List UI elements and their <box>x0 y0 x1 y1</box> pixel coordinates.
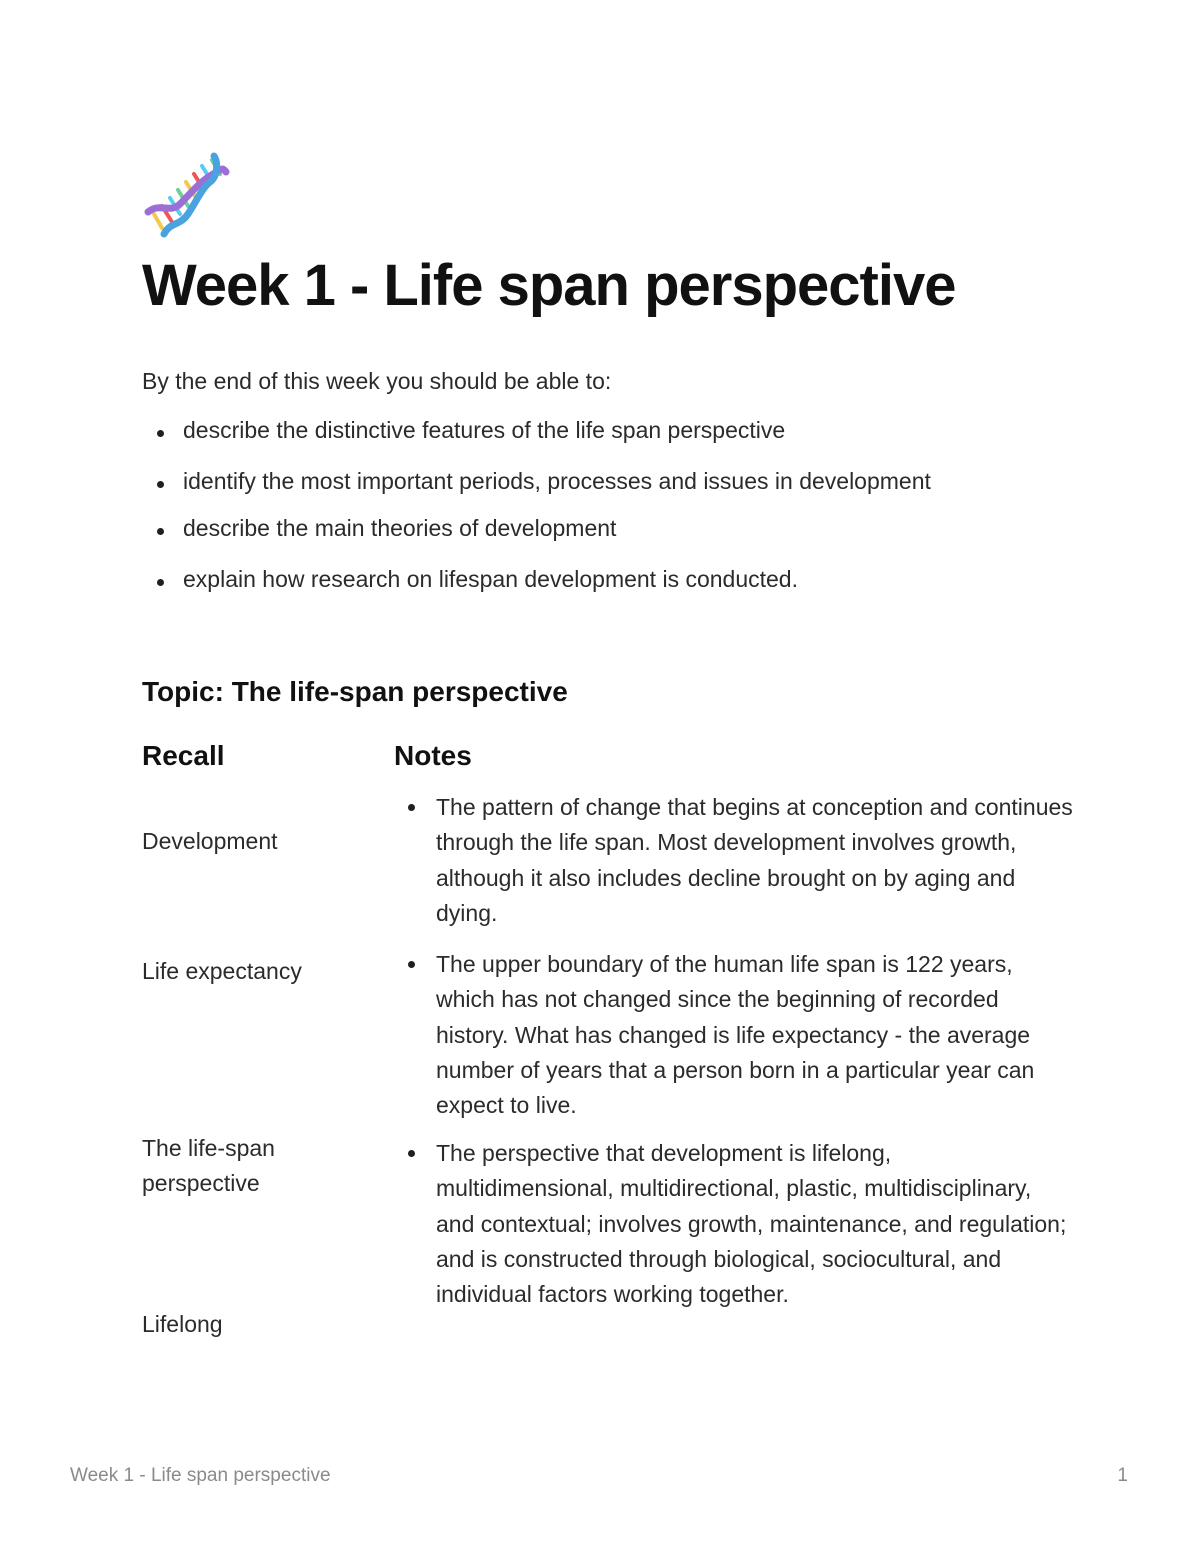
bullet-icon <box>408 961 415 968</box>
recall-term: Life expectancy <box>142 958 302 984</box>
bullet-icon <box>408 1150 415 1157</box>
note-item <box>394 947 1074 1123</box>
bullet-icon <box>157 481 164 488</box>
recall-term: Lifelong <box>142 1311 223 1337</box>
dna-icon <box>140 152 230 238</box>
recall-term: Development <box>142 828 278 854</box>
bullet-icon <box>157 579 164 586</box>
recall-term: The life-span perspective <box>142 1135 275 1196</box>
note-text: The upper boundary of the human life span is 122 years, which has not changed since the beginning of recorded history. What has changed is life expectancy - the average number of years that a person born in a particular year can expect to live. <box>436 951 1035 1119</box>
page-number: 1 <box>1117 1465 1128 1486</box>
notes-column-heading: Notes <box>394 740 472 771</box>
note-text: The perspective that development is lifelong, multidimensional, multidirectional, plastic, multidisciplinary, and contextual; involves growth, maintenance, and regulation; and is constructed through biological, sociocultural, and individual factors working together. <box>436 1140 1067 1308</box>
topic-heading: Topic: The life-span perspective <box>142 676 568 707</box>
note-item <box>394 1136 1074 1312</box>
intro-text: By the end of this week you should be able to: <box>142 368 612 394</box>
footer-title: Week 1 - Life span perspective <box>70 1465 331 1486</box>
page-title: Week 1 - Life span perspective <box>142 253 956 318</box>
note-text: The pattern of change that begins at conception and continues through the life span. Most development involves growth, although it also includes decline brought on by aging and dying. <box>436 794 1073 926</box>
bullet-icon <box>408 804 415 811</box>
bullet-icon <box>157 430 164 437</box>
recall-column-heading: Recall <box>142 740 225 771</box>
note-item <box>394 790 1074 931</box>
bullet-icon <box>157 528 164 535</box>
